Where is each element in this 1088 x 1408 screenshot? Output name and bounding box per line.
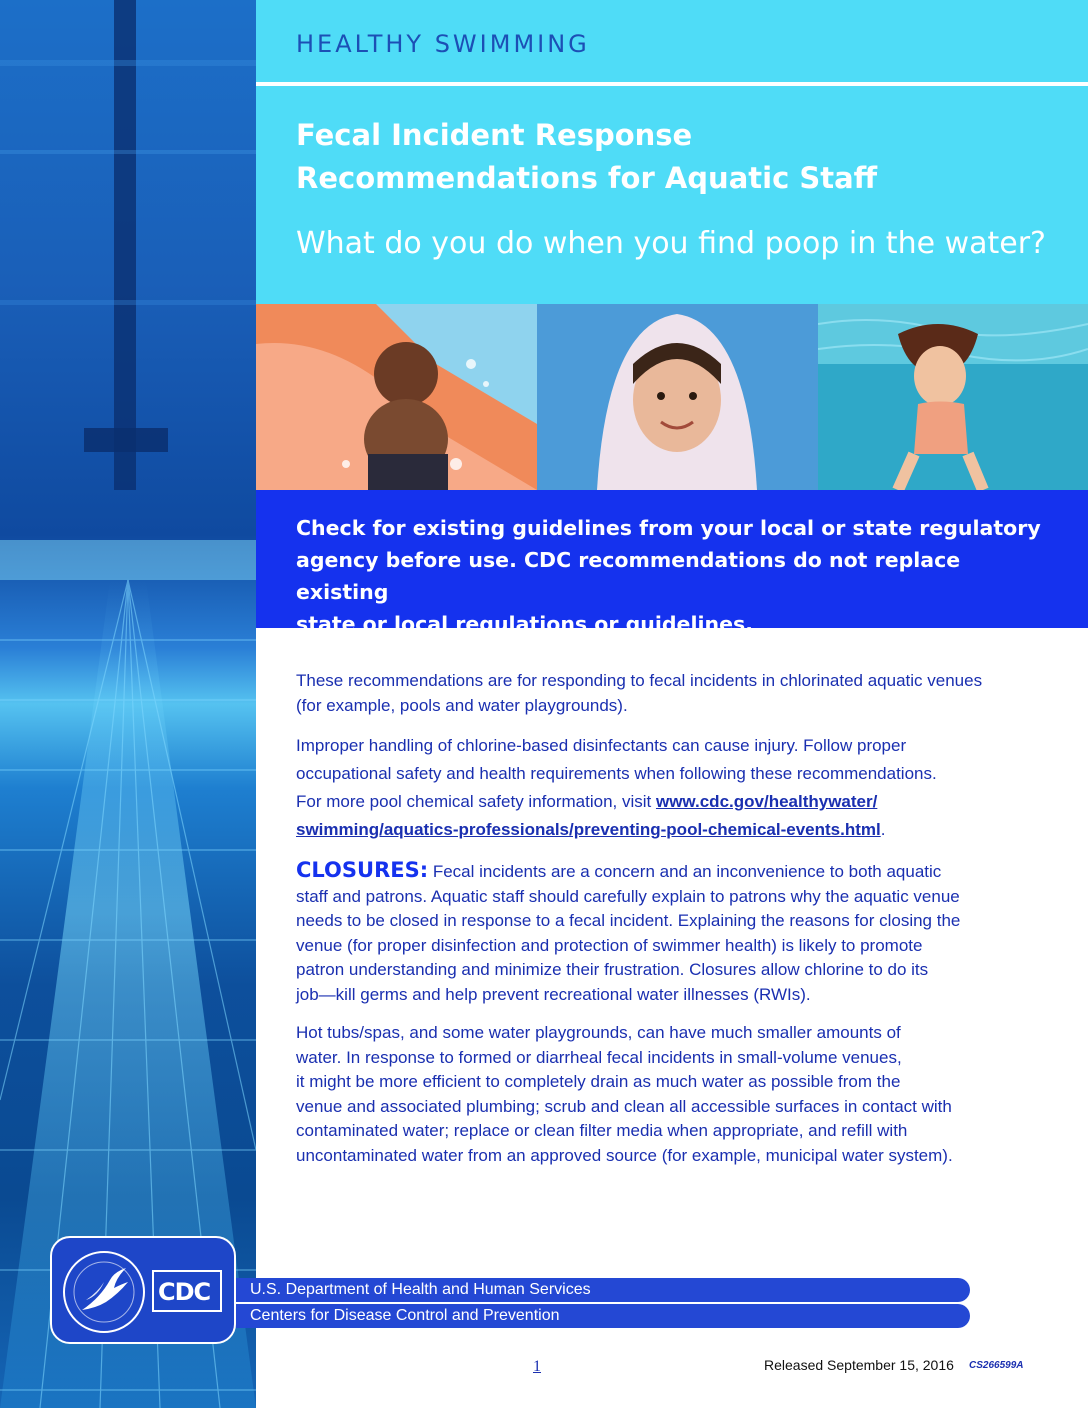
closures-line-2: staff and patrons. Aquatic staff should carefully explain to patrons why the aquatic venue <box>296 886 960 906</box>
cdc-agency-name: Centers for Disease Control and Prevention <box>250 1307 560 1324</box>
intro-line-2: (for example, pools and water playgrounds). <box>296 696 628 715</box>
hhs-department-name: U.S. Department of Health and Human Services <box>250 1281 591 1298</box>
closures-line-5: patron understanding and minimize their frustration. Closures allow chlorine to do its <box>296 960 929 979</box>
closures-line-1-text: Fecal incidents are a concern and an inconvenience to both aquatic <box>428 862 942 881</box>
hottubs-line-3: it might be more efficient to completely drain as much water as possible from the <box>296 1072 901 1091</box>
hhs-cdc-badge <box>50 1236 236 1344</box>
chemical-safety-link-part-1[interactable]: www.cdc.gov/healthywater/ <box>655 792 878 811</box>
safety-line-4 <box>296 816 996 844</box>
page-title-line-1: Fecal Incident Response <box>296 118 693 152</box>
page-title-line-2: Recommendations for Aquatic Staff <box>296 161 878 195</box>
hot-tubs-paragraph <box>296 1021 996 1168</box>
header-divider <box>256 82 1088 86</box>
regulatory-notice <box>256 490 1088 636</box>
page-number-link[interactable]: 1 <box>533 1358 541 1375</box>
document-code: CS266599A <box>969 1360 1024 1371</box>
hottubs-line-5: contaminated water; replace or clean filter media when appropriate, and refill with <box>296 1121 908 1140</box>
agency-footer-bar <box>236 1278 970 1328</box>
photo-row <box>256 304 1088 490</box>
hottubs-line-2: water. In response to formed or diarrheal fecal incidents in small-volume venues, <box>296 1047 902 1067</box>
closures-line-3: needs to be closed in response to a fecal incident. Explaining the reasons for closing the <box>296 911 961 930</box>
closures-line-4: venue (for proper disinfection and protection of swimmer health) is likely to promote <box>296 935 923 955</box>
series-label: HEALTHY SWIMMING <box>296 30 590 58</box>
notice-line-3: state or local regulations or guidelines. <box>296 612 753 636</box>
safety-line-2: occupational safety and health requirements when following these recommendations. <box>296 764 937 783</box>
photo-child-underwater <box>818 304 1088 490</box>
chemical-safety-link-part-2[interactable]: swimming/aquatics-professionals/preventing-pool-chemical-events.html <box>296 820 881 839</box>
intro-line-1: These recommendations are for responding to fecal incidents in chlorinated aquatic venues <box>296 671 983 690</box>
notice-line-1: Check for existing guidelines from your local or state regulatory <box>296 516 1041 540</box>
notice-line-2: agency before use. CDC recommendations do not replace existing <box>296 548 961 604</box>
pool-lane-illustration <box>0 0 256 1408</box>
hottubs-line-6: uncontaminated water from an approved source (for example, municipal water system). <box>296 1145 953 1165</box>
cdc-logo-text: CDC <box>158 1278 211 1306</box>
intro-paragraph <box>296 668 996 718</box>
closures-line-1 <box>296 858 996 885</box>
header-band <box>256 0 1088 304</box>
cdc-logo-icon <box>152 1270 222 1312</box>
release-date: Released September 15, 2016 <box>764 1357 954 1373</box>
safety-line-3-text: For more pool chemical safety information, visit <box>296 792 656 811</box>
safety-line-end: . <box>880 820 886 839</box>
pool-lane-photo <box>0 0 256 1408</box>
regulatory-notice-text <box>296 512 1056 640</box>
safety-line-1: Improper handling of chlorine-based disinfectants can cause injury. Follow proper <box>296 736 907 755</box>
safety-paragraph <box>296 732 996 844</box>
closures-line-6: job—kill germs and help prevent recreational water illnesses (RWIs). <box>296 984 811 1004</box>
photo-child-towel <box>537 304 818 490</box>
closures-paragraph <box>296 858 996 1007</box>
hottubs-line-1: Hot tubs/spas, and some water playgrounds, can have much smaller amounts of <box>296 1023 901 1042</box>
page-subtitle: What do you do when you find poop in the water? <box>296 226 1046 261</box>
safety-line-3 <box>296 788 996 816</box>
hottubs-line-4: venue and associated plumbing; scrub and clean all accessible surfaces in contact with <box>296 1096 952 1116</box>
photo-child-waterslide <box>256 304 537 490</box>
page-title <box>296 114 1056 200</box>
closures-heading: CLOSURES: <box>296 858 429 882</box>
body-content <box>296 668 996 1182</box>
